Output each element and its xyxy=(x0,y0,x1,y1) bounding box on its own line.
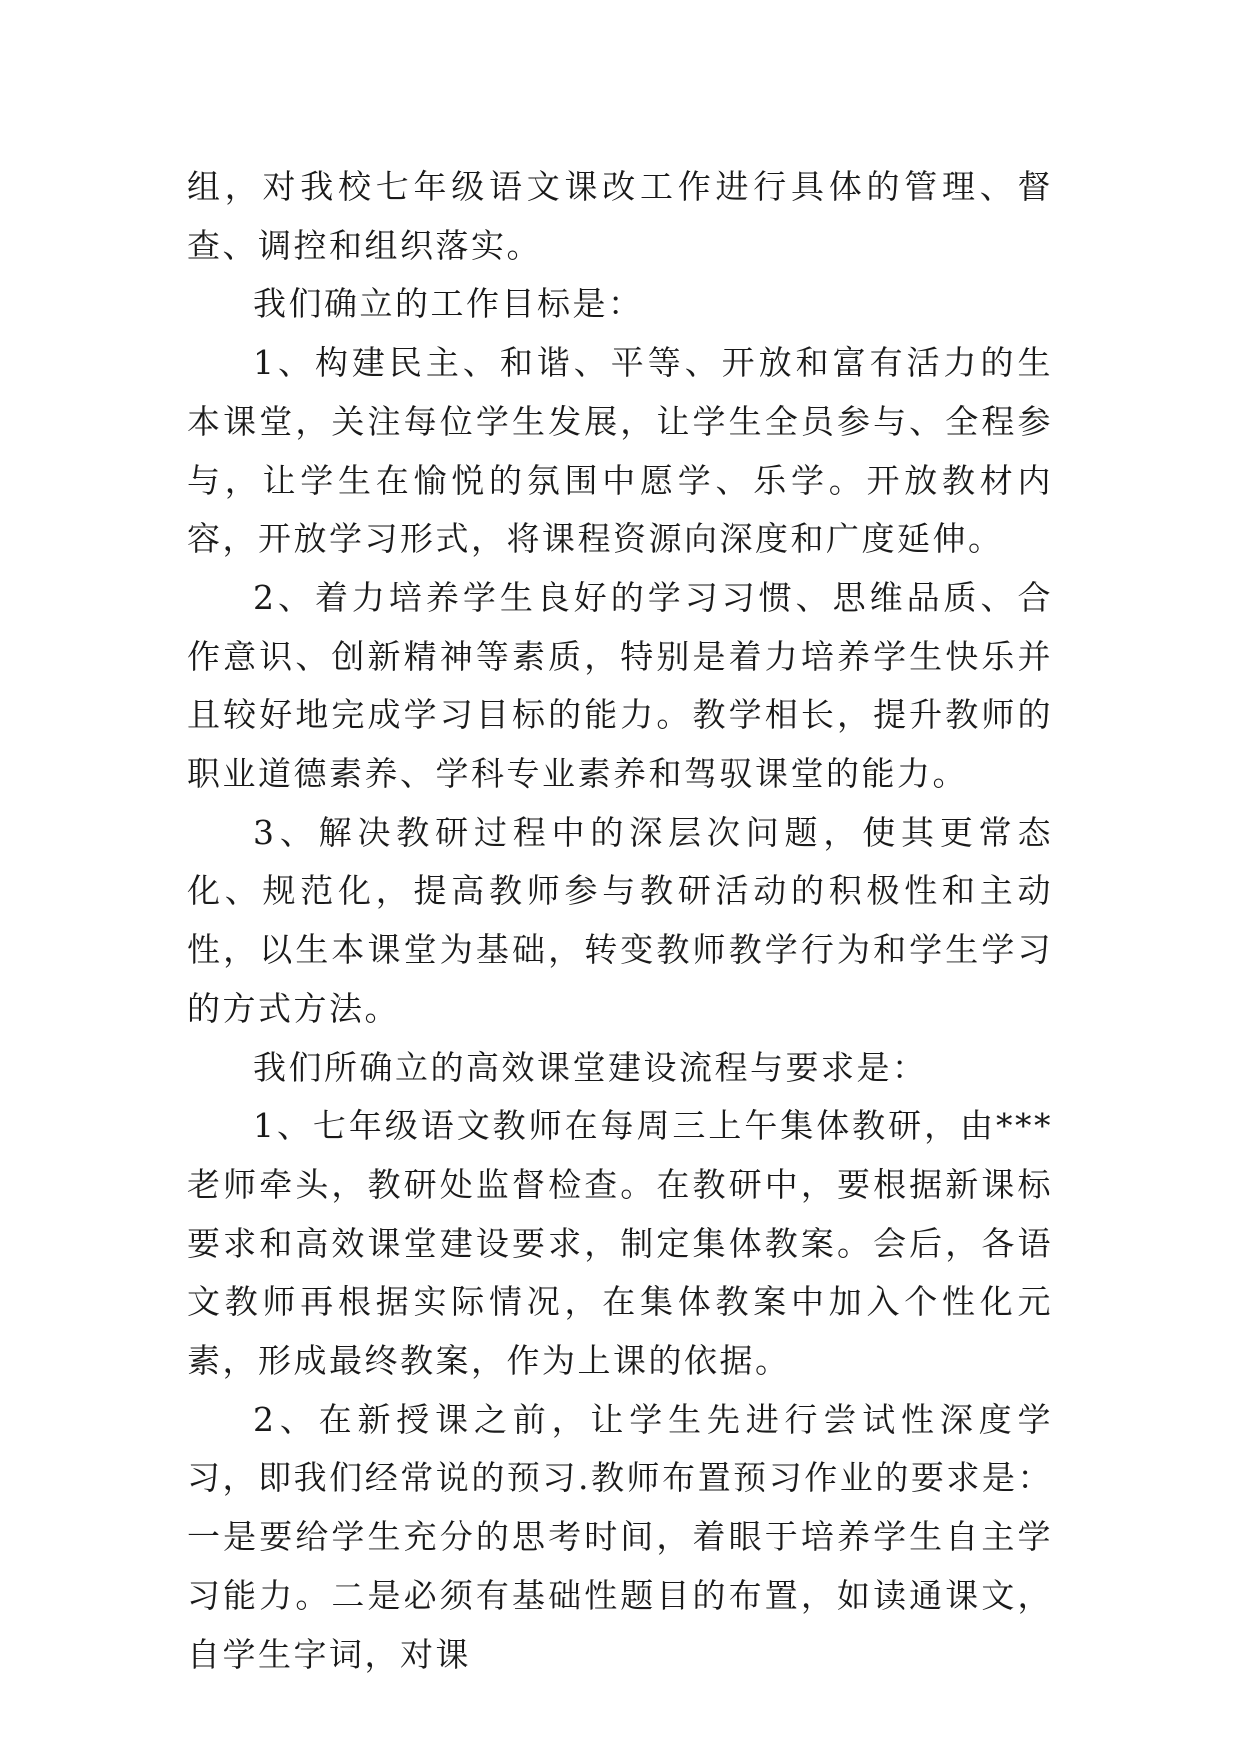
paragraph-process-2: 2、在新授课之前，让学生先进行尝试性深度学习，即我们经常说的预习.教师布置预习作业的要求是：一是要给学生充分的思考时间，着眼于培养学生自主学习能力。二是必须有基础性题目的布置，如读通课文，自学生字词，对课 xyxy=(187,1399,1053,1674)
paragraph-process-intro: 我们所确立的高效课堂建设流程与要求是： xyxy=(253,1047,928,1087)
paragraph-goals-intro: 我们确立的工作目标是： xyxy=(253,284,644,324)
paragraph-goal-2: 2、着力培养学生良好的学习习惯、思维品质、合作意识、创新精神等素质，特别是着力培养学生快乐并且较好地完成学习目标的能力。教学相长，提升教师的职业道德素养、学科专业素养和驾驭课堂的能力。 xyxy=(187,577,1053,794)
paragraph-continuation: 组，对我校七年级语文课改工作进行具体的管理、督查、调控和组织落实。 xyxy=(187,167,1053,265)
paragraph-goal-1: 1、构建民主、和谐、平等、开放和富有活力的生本课堂，关注每位学生发展，让学生全员参与、全程参与，让学生在愉悦的氛围中愿学、乐学。开放教材内容，开放学习形式，将课程资源向深度和广度延伸。 xyxy=(187,343,1053,559)
document-body xyxy=(187,158,1053,1684)
paragraph-process-1: 1、七年级语文教师在每周三上午集体教研，由***老师牵头，教研处监督检查。在教研中，要根据新课标要求和高效课堂建设要求，制定集体教案。会后，各语文教师再根据实际情况，在集体教案中加入个性化元素，形成最终教案，作为上课的依据。 xyxy=(187,1106,1053,1381)
paragraph-goal-3: 3、解决教研过程中的深层次问题，使其更常态化、规范化，提高教师参与教研活动的积极性和主动性，以生本课堂为基础，转变教师教学行为和学生学习的方式方法。 xyxy=(187,812,1053,1028)
